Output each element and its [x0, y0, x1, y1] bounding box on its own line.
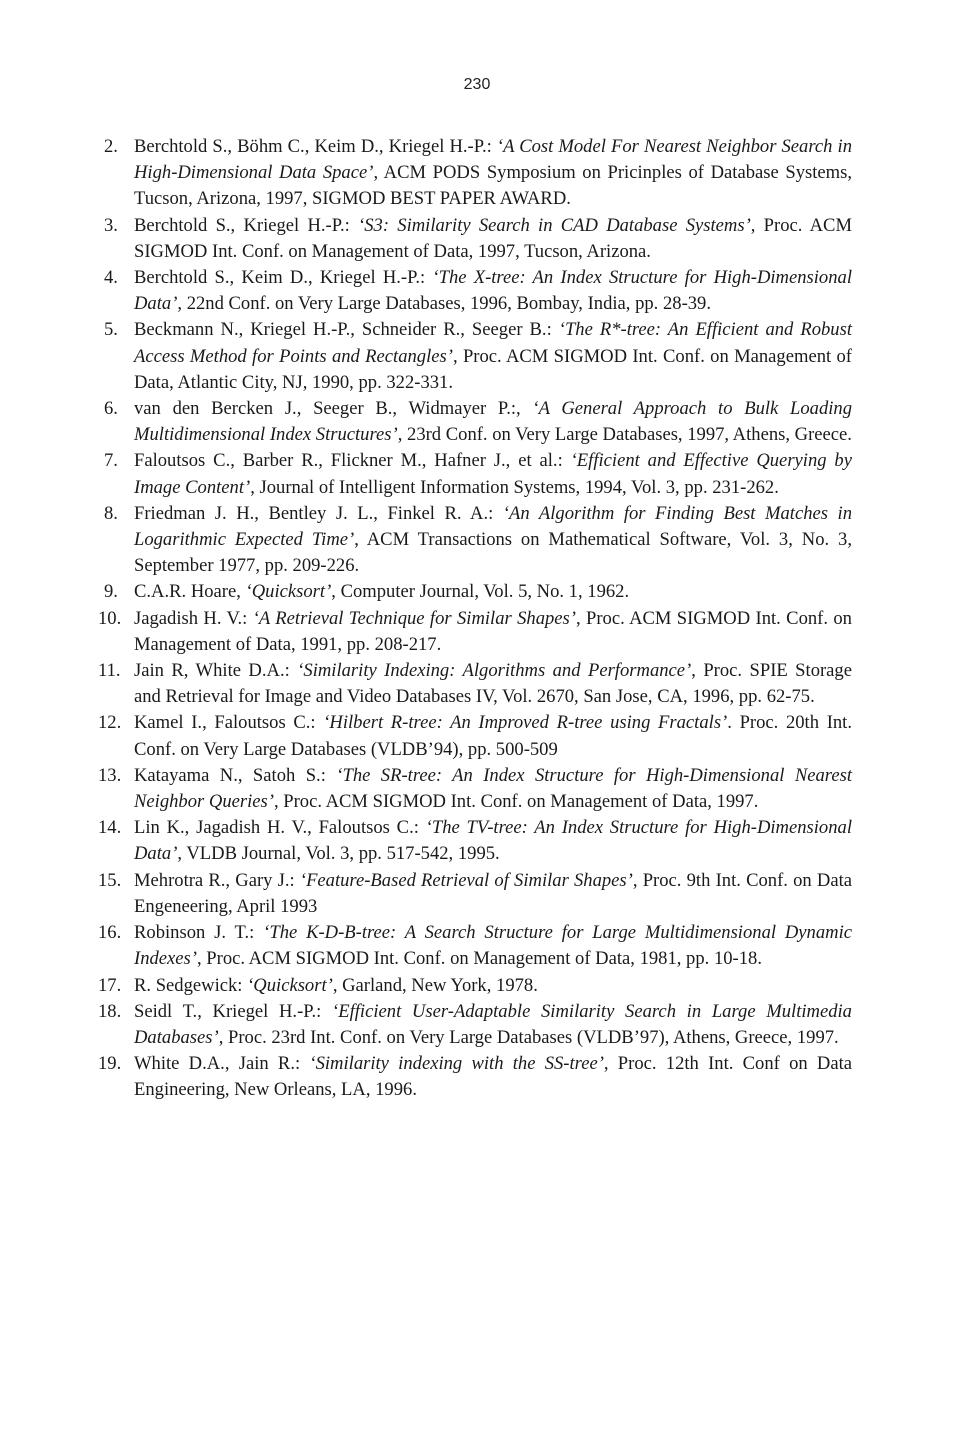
reference-title: ‘Efficient User-Adaptable Similarity Search in Large Multimedia Databases’: [134, 1000, 852, 1048]
reference-details: , Proc. ACM SIGMOD Int. Conf. on Management of Data, 1997.: [273, 791, 759, 813]
reference-item: [98, 710, 852, 762]
reference-item: [98, 763, 852, 815]
reference-number: 19.: [98, 1053, 122, 1075]
reference-item: [98, 815, 852, 867]
reference-list: [98, 134, 853, 1104]
reference-authors: Beckmann N., Kriegel H.-P., Schneider R., Seeger B.:: [134, 319, 559, 341]
reference-title: ‘A Cost Model For Nearest Neighbor Search in High-Dimensional Data Space’: [134, 136, 852, 184]
reference-number: 17.: [98, 974, 122, 996]
reference-title: ‘Efficient and Effective Querying by Image Content’: [134, 450, 852, 498]
reference-details: , Proc. ACM SIGMOD Int. Conf. on Management of Data, 1981, pp. 10-18.: [196, 948, 762, 970]
reference-authors: C.A.R. Hoare,: [134, 581, 246, 603]
reference-item: [104, 396, 852, 448]
reference-item: [104, 134, 852, 213]
reference-details: , Computer Journal, Vol. 5, No. 1, 1962.: [331, 581, 630, 603]
reference-authors: Mehrotra R., Gary J.:: [134, 869, 300, 891]
reference-authors: Robinson J. T.:: [134, 922, 264, 944]
reference-item: [104, 265, 852, 317]
reference-title: ‘An Algorithm for Finding Best Matches in Logarithmic Expected Time’: [134, 502, 852, 551]
reference-authors: Lin K., Jagadish H. V., Faloutsos C.:: [134, 817, 426, 839]
reference-number: 8.: [104, 502, 118, 524]
reference-title: ‘A General Approach to Bulk Loading Multidimensional Index Structures’: [134, 398, 853, 446]
reference-details: . Proc. 20th Int. Conf. on Very Large Databases (VLDB’94), pp. 500-509: [134, 712, 852, 760]
reference-details: , Proc. ACM SIGMOD Int. Conf. on Management of Data, 1997, Tucson, Arizona.: [134, 214, 852, 262]
reference-number: 14.: [98, 817, 122, 839]
reference-details: , 22nd Conf. on Very Large Databases, 1996, Bombay, India, pp. 28-39.: [177, 293, 712, 315]
reference-authors: Katayama N., Satoh S.:: [134, 764, 337, 786]
reference-authors: Berchtold S., Keim D., Kriegel H.-P.:: [134, 267, 433, 289]
reference-details: , Proc. 12th Int. Conf on Data Engineering, New Orleans, LA, 1996.: [134, 1053, 853, 1101]
reference-title: ‘The K-D-B-tree: A Search Structure for Large Multidimensional Dynamic Indexes’: [134, 922, 852, 970]
reference-number: 3.: [104, 214, 118, 236]
reference-item: [98, 606, 852, 658]
reference-number: 15.: [98, 869, 122, 891]
reference-item: [98, 868, 852, 920]
reference-number: 11.: [98, 660, 121, 682]
reference-number: 12.: [98, 712, 122, 734]
reference-authors: van den Bercken J., Seeger B., Widmayer P.:,: [134, 398, 533, 420]
reference-number: 2.: [104, 136, 118, 157]
reference-item: [104, 317, 852, 396]
reference-details: , Garland, New York, 1978.: [332, 974, 538, 996]
reference-title: ‘S3: Similarity Search in CAD Database Systems’: [358, 214, 751, 236]
reference-number: 6.: [104, 398, 118, 420]
reference-number: 18.: [98, 1000, 122, 1022]
reference-number: 10.: [98, 607, 122, 629]
reference-item: [104, 501, 852, 580]
reference-details: , ACM Transactions on Mathematical Software, Vol. 3, No. 3, September 1977, pp. 209-226.: [134, 529, 852, 577]
reference-item: [98, 920, 852, 972]
reference-details: , Proc. ACM SIGMOD Int. Conf. on Management of Data, 1991, pp. 208-217.: [134, 607, 852, 655]
reference-title: ‘Quicksort’: [247, 974, 333, 996]
reference-details: , Proc. SPIE Storage and Retrieval for Image and Video Databases IV, Vol. 2670, San Jose, CA, 1996, pp. 62-75.: [134, 660, 852, 708]
reference-item: [98, 973, 852, 999]
reference-number: 5.: [104, 319, 118, 341]
reference-authors: R. Sedgewick:: [134, 974, 248, 996]
reference-number: 7.: [104, 450, 118, 472]
reference-title: ‘Quicksort’: [245, 581, 332, 603]
reference-title: ‘Similarity Indexing: Algorithms and Performance’: [297, 660, 692, 682]
reference-number: 13.: [98, 764, 122, 786]
page-number: 230: [463, 76, 491, 93]
reference-authors: Jain R, White D.A.:: [134, 660, 298, 682]
reference-item: [104, 213, 852, 265]
reference-item: [98, 1051, 853, 1103]
reference-details: , VLDB Journal, Vol. 3, pp. 517-542, 1995.: [177, 843, 500, 865]
reference-details: , Proc. 23rd Int. Conf. on Very Large Databases (VLDB’97), Athens, Greece, 1997.: [218, 1026, 839, 1048]
reference-item: [98, 999, 852, 1051]
reference-item: [104, 579, 852, 605]
reference-details: , ACM PODS Symposium on Pricinples of Database Systems, Tucson, Arizona, 1997, SIGMOD BEST PAPER AWARD.: [134, 162, 853, 210]
reference-number: 16.: [98, 922, 122, 944]
reference-authors: Faloutsos C., Barber R., Flickner M., Hafner J., et al.:: [134, 450, 571, 472]
reference-title: ‘The X-tree: An Index Structure for High-Dimensional Data’: [134, 267, 852, 315]
reference-title: ‘The SR-tree: An Index Structure for High-Dimensional Nearest Neighbor Queries’: [134, 764, 852, 813]
reference-authors: Jagadish H. V.:: [134, 607, 253, 629]
reference-details: , Journal of Intelligent Information Systems, 1994, Vol. 3, pp. 231-262.: [250, 476, 779, 498]
reference-item: [98, 658, 852, 710]
reference-details: , 23rd Conf. on Very Large Databases, 1997, Athens, Greece.: [397, 424, 852, 446]
reference-authors: White D.A., Jain R.:: [134, 1053, 310, 1075]
reference-title: ‘Similarity indexing with the SS-tree’: [309, 1053, 604, 1075]
reference-authors: Friedman J. H., Bentley J. L., Finkel R. A.:: [134, 502, 503, 524]
reference-title: ‘The TV-tree: An Index Structure for High-Dimensional Data’: [134, 817, 852, 865]
reference-authors: Berchtold S., Kriegel H.-P.:: [134, 214, 359, 236]
reference-title: ‘Hilbert R-tree: An Improved R-tree using Fractals’: [323, 712, 728, 734]
reference-title: ‘Feature-Based Retrieval of Similar Shapes’: [299, 869, 633, 891]
reference-number: 9.: [104, 581, 118, 603]
reference-details: , Proc. 9th Int. Conf. on Data Engeneering, April 1993: [134, 869, 852, 917]
reference-title: ‘A Retrieval Technique for Similar Shapes’: [252, 607, 576, 629]
reference-authors: Kamel I., Faloutsos C.:: [134, 712, 324, 734]
reference-title: ‘The R*-tree: An Efficient and Robust Access Method for Points and Rectangles’: [134, 319, 852, 367]
reference-authors: Seidl T., Kriegel H.-P.:: [134, 1000, 333, 1022]
reference-authors: Berchtold S., Böhm C., Keim D., Kriegel H.-P.:: [134, 136, 497, 157]
reference-details: , Proc. ACM SIGMOD Int. Conf. on Management of Data, Atlantic City, NJ, 1990, pp. 322-331.: [134, 345, 852, 393]
reference-number: 4.: [104, 267, 118, 289]
reference-item: [104, 448, 852, 500]
